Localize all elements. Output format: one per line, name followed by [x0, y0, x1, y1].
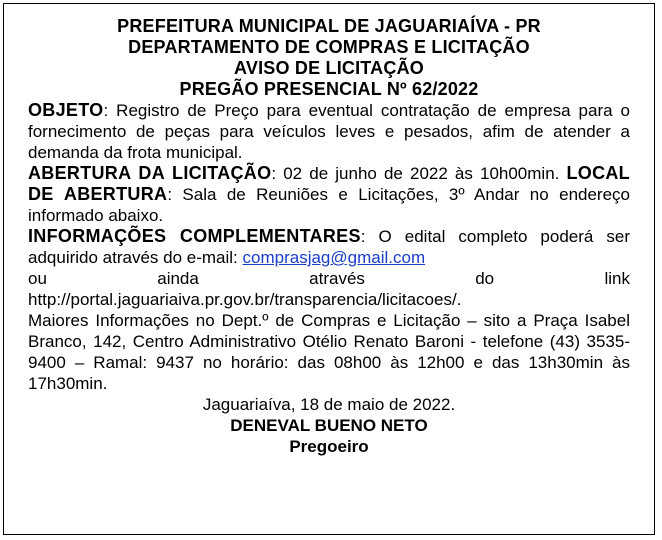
notice-footer [28, 394, 630, 457]
header-department: DEPARTAMENTO DE COMPRAS E LICITAÇÃO [128, 37, 530, 57]
header-pregao-number: PREGÃO PRESENCIAL Nº 62/2022 [179, 79, 479, 99]
abertura-paragraph [28, 163, 630, 226]
notice-date: Jaguariaíva, 18 de maio de 2022. [202, 395, 456, 414]
objeto-paragraph [28, 100, 630, 163]
informacoes-label: INFORMAÇÕES COMPLEMENTARES [28, 226, 361, 246]
link-word: ou [28, 269, 47, 288]
signer-role: Pregoeiro [289, 437, 369, 456]
objeto-label: OBJETO [28, 100, 104, 120]
abertura-text: : 02 de junho de 2022 às 10h00min. [271, 164, 567, 183]
email-link[interactable]: comprasjag@gmail.com [242, 248, 426, 267]
header-notice-title: AVISO DE LICITAÇÃO [234, 58, 424, 78]
link-word: link [604, 269, 630, 288]
licitation-notice [3, 3, 655, 535]
link-word: do [475, 269, 495, 288]
maiores-informacoes-paragraph: Maiores Informações no Dept.º de Compras e Licitação – sito a Praça Isabel Branco, 142, Centro Administrativo Otélio Renato Baroni - telefone (43) 3535-9400 – Ramal: 9437 no horário: das 08h00 às 12h00 e das 13h30min às 17h30min. [28, 311, 630, 393]
signer-name: DENEVAL BUENO NETO [230, 416, 428, 435]
abertura-label: ABERTURA DA LICITAÇÃO [28, 163, 272, 183]
local-label: LOCAL DE ABERTURA [28, 163, 630, 204]
objeto-text: : Registro de Preço para eventual contratação de empresa para o fornecimento de peças para veículos leves e pesados, afim de atender a demanda da frota municipal. [28, 101, 630, 162]
notice-header [28, 16, 630, 100]
header-municipality: PREFEITURA MUNICIPAL DE JAGUARIAÍVA - PR [117, 16, 541, 36]
local-text: : Sala de Reuniões e Licitações, 3º Andar no endereço informado abaixo. [28, 185, 630, 225]
informacoes-paragraph [28, 226, 630, 268]
link-word: através [309, 269, 365, 288]
link-intro-line [28, 268, 630, 289]
link-word: ainda [157, 269, 199, 288]
notice-body [28, 100, 630, 394]
portal-url[interactable]: http://portal.jaguariaiva.pr.gov.br/transparencia/licitacoes/. [28, 290, 462, 309]
informacoes-text: : O edital completo poderá ser adquirido através do e-mail: [28, 227, 630, 267]
